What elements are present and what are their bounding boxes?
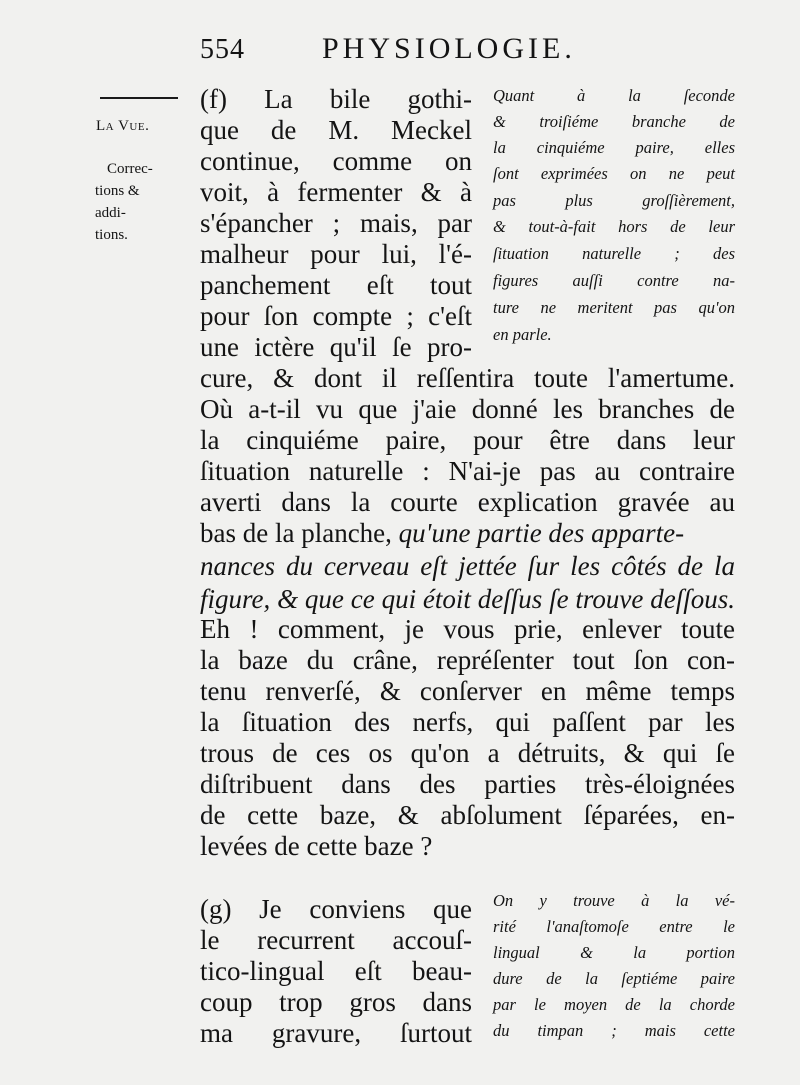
note-f-line: une ictère qu'il ſe pro- xyxy=(200,332,472,362)
body-line: trous de ces os qu'on a détruits, & qui ſe xyxy=(200,738,735,768)
note-f-line: que de M. Meckel xyxy=(200,115,472,145)
quote-g-line: lingual & la portion xyxy=(493,943,735,962)
note-f-line: pour ſon compte ; c'eſt xyxy=(200,301,472,331)
body-line: ſituation naturelle : N'ai-je pas au contraire xyxy=(200,456,735,486)
quote-f-line: la cinquiéme paire, elles xyxy=(493,138,735,157)
quote-f-line: pas plus groſſièrement, xyxy=(493,191,735,210)
quote-g-line: par le moyen de la chorde xyxy=(493,995,735,1014)
body-line: de cette baze, & abſolument ſéparées, en- xyxy=(200,800,735,830)
quote-f-line: ſont exprimées on ne peut xyxy=(493,164,735,183)
body-line: levées de cette baze ? xyxy=(200,831,433,861)
body-line: diſtribuent dans des parties très-éloignées xyxy=(200,769,735,799)
body-line: Où a-t-il vu que j'aie donné les branches de xyxy=(200,394,735,424)
running-title: PHYSIOLOGIE. xyxy=(322,32,576,65)
note-g-line: le recurrent accouſ- xyxy=(200,925,472,955)
body-line: la baze du crâne, repréſenter tout ſon con- xyxy=(200,645,735,675)
body-italic-line: figure, & que ce qui étoit deſſus ſe trouve deſſous. xyxy=(200,584,735,614)
body-line: tenu renverſé, & conſerver en même temps xyxy=(200,676,735,706)
margin-note-line: addi- xyxy=(95,205,126,221)
quote-f-line: & troiſiéme branche de xyxy=(493,112,735,131)
note-f-line: (f) La bile gothi- xyxy=(200,84,472,114)
body-line: la ſituation des nerfs, qui paſſent par les xyxy=(200,707,735,737)
note-g-line: tico-lingual eſt beau- xyxy=(200,956,472,986)
quote-f-line: & tout-à-fait hors de leur xyxy=(493,217,735,236)
margin-note-line: tions. xyxy=(95,227,128,243)
quote-g-line: dure de la ſeptiéme paire xyxy=(493,969,735,988)
note-f-line: voit, à fermenter & à xyxy=(200,177,472,207)
margin-note xyxy=(95,158,153,246)
margin-rule xyxy=(100,97,178,99)
quote-g-line: rité l'anaſtomoſe entre le xyxy=(493,917,735,936)
body-line: averti dans la courte explication gravée au xyxy=(200,487,735,517)
note-g-line: ma gravure, ſurtout xyxy=(200,1018,472,1048)
note-g-line: coup trop gros dans xyxy=(200,987,472,1017)
margin-note-line: Correc- xyxy=(107,161,153,177)
margin-note-line: tions & xyxy=(95,183,140,199)
quote-f-line: ture ne meritent pas qu'on xyxy=(493,298,735,317)
note-f-line: s'épancher ; mais, par xyxy=(200,208,472,238)
note-f-line: malheur pour lui, l'é- xyxy=(200,239,472,269)
body-line: la cinquiéme paire, pour être dans leur xyxy=(200,425,735,455)
note-g-line: (g) Je conviens que xyxy=(200,894,472,924)
note-f-line: panchement eſt tout xyxy=(200,270,472,300)
page-number: 554 xyxy=(200,34,245,65)
quote-f-line: ſituation naturelle ; des xyxy=(493,244,735,263)
body-italic-line: qu'une partie des apparte- xyxy=(398,518,685,548)
quote-f-line: Quant à la ſeconde xyxy=(493,86,735,105)
margin-section-title: La Vue. xyxy=(96,118,150,134)
quote-f-line: figures auſſi contre na- xyxy=(493,271,735,290)
quote-g-line: On y trouve à la vé- xyxy=(493,891,735,910)
body-line-mixed xyxy=(200,518,684,549)
body-italic-line: nances du cerveau eſt jettée ſur les côtés de la xyxy=(200,551,735,581)
body-line: bas de la planche, xyxy=(200,518,392,548)
quote-g-line: du timpan ; mais cette xyxy=(493,1021,735,1040)
quote-f-line: en parle. xyxy=(493,325,552,344)
body-line: cure, & dont il reſſentira toute l'amertume. xyxy=(200,363,735,393)
note-f-line: continue, comme on xyxy=(200,146,472,176)
body-line: Eh ! comment, je vous prie, enlever toute xyxy=(200,614,735,644)
